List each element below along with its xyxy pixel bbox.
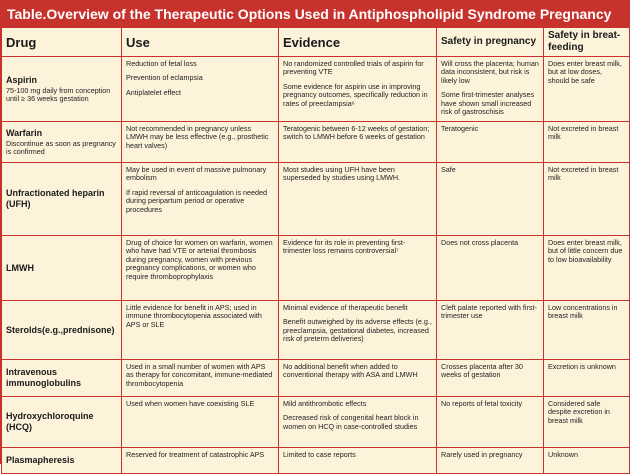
safety-breastfeeding-cell	[544, 122, 630, 163]
safety-pregnancy-cell	[437, 236, 544, 301]
safety-breastfeeding-cell	[544, 397, 630, 448]
evidence-cell	[279, 448, 437, 474]
drug-name: Sterolds(e.g.,prednisone)	[6, 324, 115, 335]
evidence-cell	[279, 57, 437, 122]
safety-pregnancy-cell	[437, 301, 544, 360]
cell-paragraph: Reserved for treatment of catastrophic APS	[126, 450, 265, 459]
cell-paragraph: Prevention of eclampsia	[126, 73, 203, 83]
safety-pregnancy-cell	[437, 163, 544, 236]
cell-paragraph: Drug of choice for women on warfarin, women who have had VTE or arterial thrombosis during pregnancy, women with previous pregnancy complications, or women who require thromboprophylaxis	[126, 238, 273, 281]
cell-paragraph: Does enter breast milk, but of little concern due to low bioavailability	[548, 238, 623, 264]
use-cell	[122, 448, 279, 474]
evidence-cell	[279, 397, 437, 448]
cell-paragraph: Antiplatelet effect	[126, 87, 182, 97]
cell-paragraph: Considered safe despite excretion in breast milk	[548, 399, 610, 425]
table-body	[2, 57, 630, 474]
cell-paragraph: Some evidence for aspirin use in improving pregnancy outcomes, specifically reduction in rates of preeclampsia⁶	[283, 81, 428, 108]
safety-breastfeeding-cell	[544, 163, 630, 236]
table-row	[2, 360, 630, 397]
drug-dosing: Discontinue as soon as pregnancy is confirmed	[6, 138, 116, 156]
header-evidence: Evidence	[279, 28, 437, 57]
drug-name: Unfractionated heparin (UFH)	[6, 188, 105, 209]
evidence-cell	[279, 163, 437, 236]
cell-paragraph: Minimal evidence of therapeutic benefit	[283, 303, 408, 312]
drug-cell	[2, 57, 122, 122]
use-cell	[122, 397, 279, 448]
cell-paragraph: Little evidence for benefit in APS; used in immune thrombocytopenia associated with APS or SLE	[126, 303, 262, 329]
cell-paragraph: Low concentrations in breast milk	[548, 303, 618, 321]
cell-paragraph: Most studies using UFH have been superseded by studies using LMWH.	[283, 165, 401, 183]
safety-breastfeeding-cell	[544, 236, 630, 301]
table-row	[2, 122, 630, 163]
drug-name: Hydroxychloroquine (HCQ)	[6, 411, 94, 432]
safety-pregnancy-cell	[437, 397, 544, 448]
cell-paragraph: Crosses placenta after 30 weeks of gestation	[441, 362, 523, 380]
cell-paragraph: Not recommended in pregnancy unless LMWH may be less effective (e.g., prosthetic heart valves)	[126, 124, 269, 150]
drug-cell	[2, 236, 122, 301]
cell-paragraph: Teratogenic between 6-12 weeks of gestation; switch to LMWH before 6 weeks of gestation	[283, 124, 430, 142]
cell-paragraph: Safe	[441, 165, 456, 174]
header-drug: Drug	[2, 28, 122, 57]
cell-paragraph: No randomized controlled trials of aspirin for preventing VTE	[283, 59, 424, 77]
use-cell	[122, 301, 279, 360]
use-cell	[122, 122, 279, 163]
safety-pregnancy-cell	[437, 122, 544, 163]
safety-breastfeeding-cell	[544, 360, 630, 397]
safety-pregnancy-cell	[437, 448, 544, 474]
table-row	[2, 301, 630, 360]
drug-name: Warfarin	[6, 127, 43, 138]
drug-cell	[2, 360, 122, 397]
cell-paragraph: Does enter breast milk, but at low doses, should be safe	[548, 59, 622, 85]
table-row	[2, 397, 630, 448]
drug-cell	[2, 397, 122, 448]
use-cell	[122, 360, 279, 397]
cell-paragraph: Not excreted in breast milk	[548, 124, 619, 142]
evidence-cell	[279, 122, 437, 163]
header-safety-pregnancy: Safety in pregnancy	[437, 28, 544, 57]
cell-paragraph: Decreased risk of congenital heart block in women on HCQ in case-controlled studies	[283, 413, 419, 431]
safety-pregnancy-cell	[437, 360, 544, 397]
table-row	[2, 163, 630, 236]
table-row	[2, 448, 630, 474]
safety-breastfeeding-cell	[544, 57, 630, 122]
use-cell	[122, 163, 279, 236]
evidence-cell	[279, 301, 437, 360]
drug-dosing: 75-100 mg daily from conception until ≥ 36 weeks gestation	[6, 85, 111, 103]
drug-name: Aspirin	[6, 74, 38, 85]
cell-paragraph: Mild antithrombotic effects	[283, 399, 367, 408]
cell-paragraph: Used in a small number of women with APS as therapy for concomitant, immune-mediated thrombocytopenia	[126, 362, 273, 388]
cell-paragraph: No additional benefit when added to conventional therapy with ASA and LMWH	[283, 362, 418, 380]
table-row	[2, 57, 630, 122]
cell-paragraph: Not excreted in breast milk	[548, 165, 619, 183]
cell-paragraph: Teratogenic	[441, 124, 479, 133]
evidence-cell	[279, 360, 437, 397]
cell-paragraph: No reports of fetal toxicity	[441, 399, 523, 408]
drug-name: LMWH	[6, 262, 34, 273]
cell-paragraph: Limited to case reports	[283, 450, 356, 459]
cell-paragraph: Will cross the placenta; human data inconsistent, but risk is likely low	[441, 59, 539, 85]
cell-paragraph: Used when women have coexisting SLE	[126, 399, 255, 408]
table-row	[2, 236, 630, 301]
cell-paragraph: Does not cross placenta	[441, 238, 519, 247]
cell-paragraph: Cleft palate reported with first-trimester use	[441, 303, 537, 321]
drug-name: Intravenous immunoglobulins	[6, 367, 81, 388]
safety-breastfeeding-cell	[544, 301, 630, 360]
cell-paragraph: Some first-trimester analyses have shown small increased risk of gastroschisis	[441, 90, 535, 117]
cell-paragraph: If rapid reversal of anticoagulation is needed during peripartum period or operative procedures	[126, 187, 268, 214]
drug-cell	[2, 448, 122, 474]
drug-cell	[2, 122, 122, 163]
header-safety-breastfeeding: Safety in breat-feeding	[544, 28, 630, 57]
cell-paragraph: Rarely used in pregnancy	[441, 450, 523, 459]
cell-paragraph: Evidence for its role in preventing first-trimester loss remains controversial⁷	[283, 238, 406, 256]
safety-breastfeeding-cell	[544, 448, 630, 474]
therapeutic-options-table	[1, 27, 630, 474]
use-cell	[122, 57, 279, 122]
evidence-cell	[279, 236, 437, 301]
drug-cell	[2, 301, 122, 360]
drug-name: Plasmapheresis	[6, 455, 75, 465]
header-use: Use	[122, 28, 279, 57]
cell-paragraph: Benefit outweighed by its adverse effects (e.g., preeclampsia, gestational diabetes, increased risk of preterm deliveries)	[283, 317, 432, 344]
drug-cell	[2, 163, 122, 236]
table-title: Table.Overview of the Therapeutic Options Used in Antiphospholipid Syndrome Pregnancy	[1, 1, 629, 27]
header-row	[2, 28, 630, 57]
cell-paragraph: May be used in event of massive pulmonary embolism	[126, 165, 267, 183]
cell-paragraph: Excretion is unknown	[548, 362, 616, 371]
safety-pregnancy-cell	[437, 57, 544, 122]
cell-paragraph: Reduction of fetal loss	[126, 59, 197, 68]
use-cell	[122, 236, 279, 301]
cell-paragraph: Unknown	[548, 450, 578, 459]
